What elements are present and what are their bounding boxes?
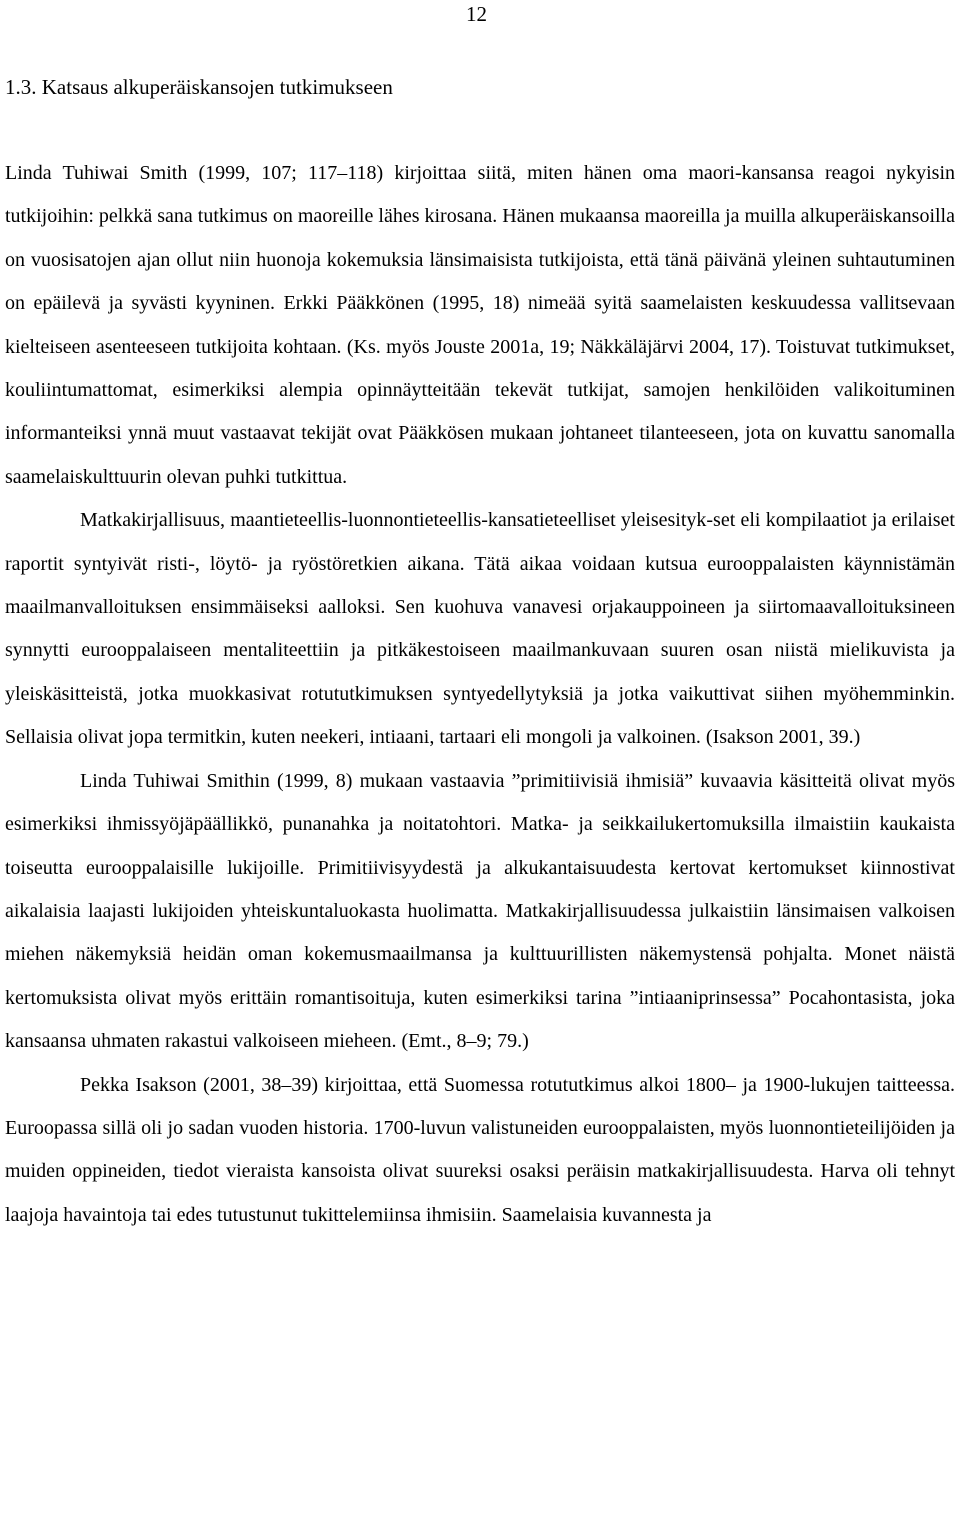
paragraph: Linda Tuhiwai Smithin (1999, 8) mukaan vastaavia ”primitiivisiä ihmisiä” kuvaavia käsitteitä olivat myös esimerkiksi ihmissyöjäpäällikkö, punanahka ja noitatohtori. Matka- ja seikkailukertomuksilla ilmaistiin kaukaista toiseutta eurooppalaisille lukijoille. Primitiivisyydestä ja alkukantaisuudesta kertovat kertomukset kiinnostivat aikalaisia laajasti lukijoiden yhteiskuntaluokasta huolimatta. Matkakirjallisuudessa julkaistiin länsimaisen valkoisen miehen näkemyksiä heidän oman kokemusmaailmansa ja kulttuurillisten näkemystensä pohjalta. Monet näistä kertomuksista olivat myös erittäin romantisoituja, kuten esimerkiksi tarina ”intiaaniprinsessa” Pocahontasista, joka kansaansa uhmaten rakastui valkoiseen mieheen. (Emt., 8–9; 79.) <box>5 769 955 1053</box>
paragraph: Pekka Isakson (2001, 38–39) kirjoittaa, että Suomessa rotututkimus alkoi 1800– ja 1900-lukujen taitteessa. Euroopassa sillä oli jo sadan vuoden historia. 1700-luvun valistuneiden eurooppalaisten, myös luonnontieteilijöiden ja muiden oppineiden, tiedot vieraista kansoista olivat suureksi osaksi peräisin matkakirjallisuudesta. Harva oli tehnyt laajoja havaintoja tai edes tutustunut tukittelemiinsa ihmisiin. Saamelaisia kuvannesta ja <box>5 1073 955 1226</box>
paragraph: Matkakirjallisuus, maantieteellis-luonnontieteellis-kansatieteelliset yleisesityk-set eli kompilaatiot ja erilaiset raportit syntyivät risti-, löytö- ja ryöstöretkien aikana. Tätä aikaa voidaan kutsua eurooppalaisten käynnistämän maailmanvalloituksen ensimmäiseksi aalloksi. Sen kuohuva vanavesi orjakauppoineen ja siirtomaavalloituksineen synnytti eurooppalaiseen mentaliteettiin ja pitkäkestoiseen maailmankuvaan suuren osan niistä mielikuvista ja yleiskäsitteistä, jotka muokkasivat rotututkimuksen syntyedellytyksiä ja jotka vaikuttivat siihen myöhemminkin. Sellaisia olivat jopa termitkin, kuten neekeri, intiaani, tartaari eli mongoli ja valkoinen. (Isakson 2001, 39.) <box>5 509 955 749</box>
paragraph: Linda Tuhiwai Smith (1999, 107; 117–118) kirjoittaa siitä, miten hänen oma maori-kansansa reagoi nykyisin tutkijoihin: pelkkä sana tutkimus on maoreille lähes kirosana. Hänen mukaansa maoreilla ja muilla alkuperäiskansoilla on vuosisatojen ajan ollut niin huonoja kokemuksia länsimaisista tutkijoista, että tänä päivänä yleinen suhtautuminen on epäilevä ja syvästi kyyninen. Erkki Pääkkönen (1995, 18) nimeää syitä saamelaisten keskuudessa vallitsevaan kielteiseen asenteeseen tutkijoita kohtaan. (Ks. myös Jouste 2001a, 19; Näkkäläjärvi 2004, 17). Toistuvat tutkimukset, kouliintumattomat, esimerkiksi alempia opinnäytteitään tekevät tutkijat, samojen henkilöiden valikoituminen informanteiksi ynnä muut vastaavat tekijät ovat Pääkkösen mukaan johtaneet tilanteeseen, jota on kuvattu sanomalla saamelaiskulttuurin olevan puhki tutkittua. <box>5 162 955 488</box>
page-number: 12 <box>466 2 487 26</box>
body-text <box>5 152 955 1237</box>
section-heading: 1.3. Katsaus alkuperäiskansojen tutkimukseen <box>5 75 393 99</box>
